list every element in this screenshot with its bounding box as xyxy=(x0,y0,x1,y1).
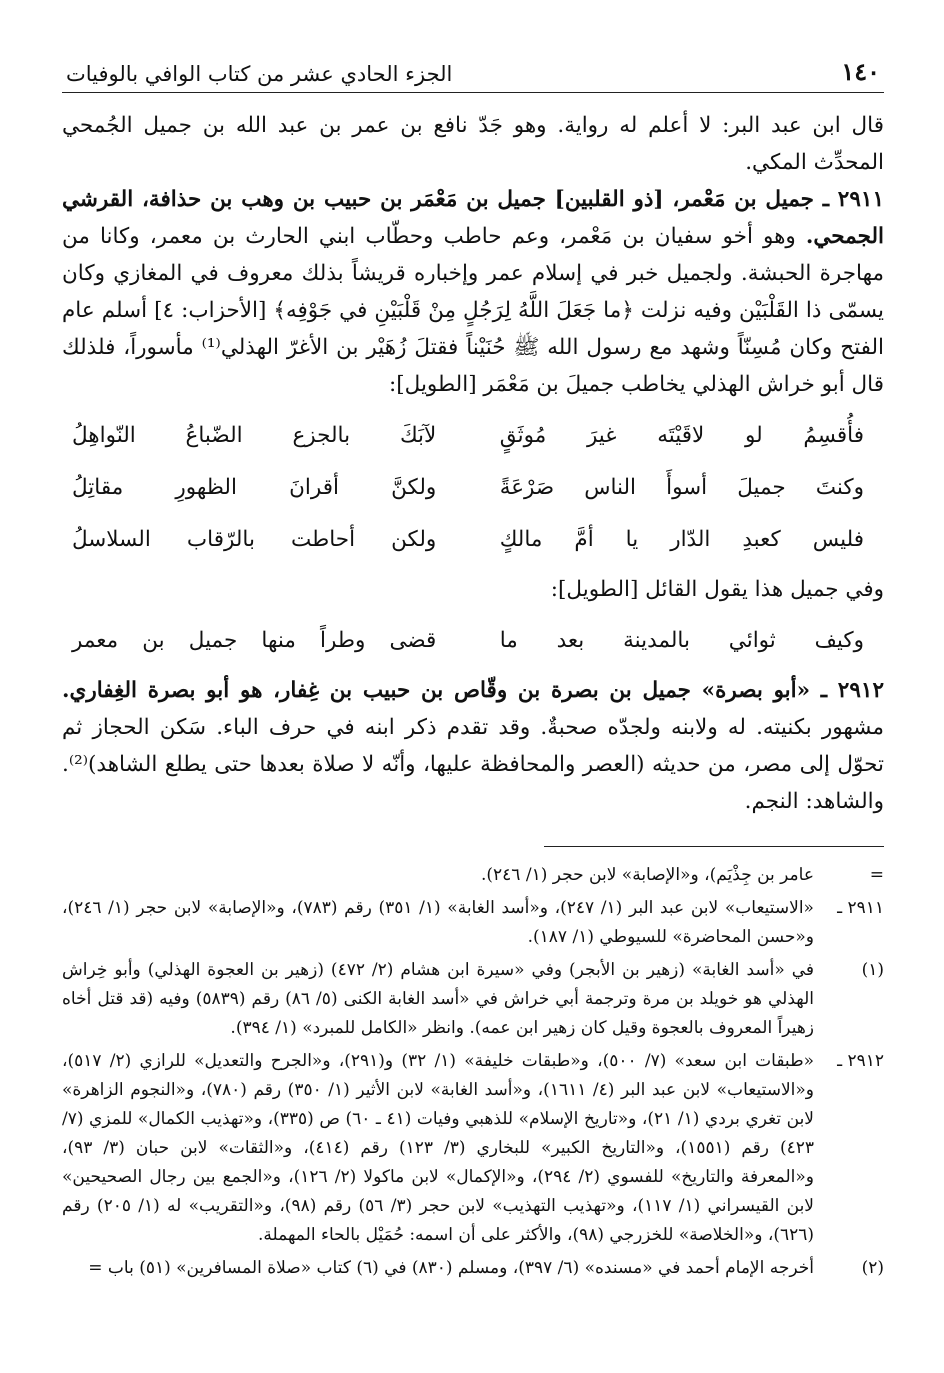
page-header xyxy=(62,50,884,93)
footnote-marker: = xyxy=(869,865,884,885)
verse-first-hemistich: فليس كعبدِ الدّار يا أمَّ مالكٍ xyxy=(499,526,864,552)
footnote-text: أخرجه الإمام أحمد في «مسنده» (٦/ ٣٩٧)، ومسلم (٨٣٠) في (٦) كتاب «صلاة المسافرين» (٥١) باب = xyxy=(88,1258,814,1278)
verse-line xyxy=(62,461,884,513)
verse-second-hemistich: ولكنَّ أقرانَ الظهورِ مقاتِلُ xyxy=(72,474,437,500)
book-page xyxy=(62,50,884,1360)
entry-2911-body: وهو أخو سفيان بن مَعْمر، وعم حاطب وحطّاب ابني الحارث بن معمر، وكانا من مهاجرة الحبشة. ولجميل خبر في إسلام عمر وإخباره قريشاً بذلك معروف في المغازي وكان يسمّى ذا القَلْبَيْن وفيه نزلت ﴿ما جَعَلَ اللَّهُ لِرَجُلٍ مِنْ قَلْبَيْنِ في جَوْفِه﴾ [الأحزاب: ٤] أسلم عام الفتح وكان مُسِنّاً وشهد مع رسول الله ﷺ حُنَيْناً فقتلَ زُهَيْر بن الأغرّ الهذلي⁽¹⁾ مأسوراً، فلذلك قال أبو خراش الهذلي يخاطب جميلَ بن مَعْمَر [الطويل]: xyxy=(62,224,885,397)
verse-intro: وفي جميل هذا يقول القائل [الطويل]: xyxy=(550,577,884,602)
footnote-text: في «أسد الغابة» (زهير بن الأبجر) وفي «سيرة ابن هشام (٢/ ٤٧٢) (زهير بن العجوة الهذلي) وأبو خِراش الهذلي هو خويلد بن مرة وترجمة أبي خراش في «أسد الغابة الكنى (٥/ ٨٦) رقم (٥٨٣٩) وفيه (قد قتل أخاه زهيراً المعروف بالعجوة وقيل كان زهير ابن عمه). وانظر «الكامل للمبرد» (١/ ٣٩٤). xyxy=(62,960,814,1038)
footnotes xyxy=(62,861,884,1283)
footnote-marker: ٢٩١١ ـ xyxy=(837,898,884,918)
verse-first-hemistich: وكنتَ جميلَ أسوأَ الناس صَرْعَةً xyxy=(499,474,864,500)
footnote xyxy=(62,894,884,952)
verse-line xyxy=(62,513,884,565)
entry-2911 xyxy=(62,181,884,403)
footnote xyxy=(62,956,884,1043)
verse-line xyxy=(62,409,884,461)
poem-2 xyxy=(62,614,884,666)
footnote-text: «الاستيعاب» لابن عبد البر (١/ ٢٤٧)، و«أسد الغابة» (١/ ٣٥١) رقم (٧٨٣)، و«الإصابة» لابن حجر (١/ ٢٤٦)، و«حسن المحاضرة» للسيوطي (١/ ١٨٧). xyxy=(62,898,814,947)
running-title: الجزء الحادي عشر من كتاب الوافي بالوفيات xyxy=(66,62,453,86)
verse-first-hemistich: فأُقسِمُ لو لاقَيْتَه غيرَ مُوثَقٍ xyxy=(499,422,864,448)
footnote xyxy=(62,1047,884,1250)
verse-second-hemistich: قضى وطراً منها جميل بن معمر xyxy=(72,627,437,653)
page-number: ١٤٠ xyxy=(841,57,880,86)
entry-2912-heading: ٢٩١٢ ـ «أبو بصرة» جميل بن بصرة بن وقّاص بن حبيب بن غِفار، هو أبو بصرة الغِفاري. xyxy=(62,678,884,703)
verse-second-hemistich: ولكن أحاطت بالرّقاب السلاسلُ xyxy=(72,526,437,552)
entry-2912 xyxy=(62,672,884,820)
verse-line xyxy=(62,614,884,666)
main-text xyxy=(62,107,884,820)
footnote-separator xyxy=(544,846,884,847)
footnote xyxy=(62,861,884,890)
footnote-marker: ٢٩١٢ ـ xyxy=(837,1051,884,1071)
poem-1 xyxy=(62,409,884,565)
verse-second-hemistich: لآبَكَ بالجزع الضّباعُ النّواهِلُ xyxy=(72,422,437,448)
footnote xyxy=(62,1254,884,1283)
footnote-marker: (١) xyxy=(861,960,884,980)
entry-2912-body: مشهور بكنيته. له ولابنه ولجدّه صحبةٌ. وقد تقدم ذكر ابنه في حرف الباء. سَكن الحجاز ثم تحوّل إلى مصر، من حديثه (العصر والمحافظة عليها، وأنّه لا صلاة بعدها حتى يطلع الشاهد)⁽²⁾. والشاهد: النجم. xyxy=(62,715,884,814)
paragraph-intro: قال ابن عبد البر: لا أعلم له رواية. وهو جَدّ نافع بن عمر بن عبد الله بن جميل الجُمحي المحدِّث المكي. xyxy=(62,113,884,175)
footnote-marker: (٢) xyxy=(861,1258,884,1278)
verse-first-hemistich: وكيف ثوائي بالمدينة بعد ما xyxy=(499,627,864,653)
footnote-text: عامر بن جِذْيَم)، و«الإصابة» لابن حجر (١/ ٢٤٦). xyxy=(481,865,814,885)
footnote-text: «طبقات ابن سعد» (٧/ ٥٠٠)، و«طبقات خليفة» (١/ ٣٢) و(٢٩١)، و«الجرح والتعديل» للرازي (٢/ ٥١٧)، و«الاستيعاب» لابن عبد البر (٤/ ١٦١١)، و«أسد الغابة» لابن الأثير (١/ ٣٥٠) رقم (٧٨٠)، و«النجوم الزاهرة» لابن تغري بردي (١/ ٢١)، و«تاريخ الإسلام» للذهبي وفيات (٤١ ـ ٦٠) ص (٣٣٥)، و«تهذيب الكمال» للمزي (٧/ ٤٢٣) رقم (١٥٥١)، و«التاريخ الكبير» للبخاري (٣/ ١٢٣) رقم (٤١٤)، و«الثقات» لابن حبان (٣/ ٩٣)، و«المعرفة والتاريخ» للفسوي (٢/ ٢٩٤)، و«الإكمال» لابن ماكولا (٢/ ١٢٦)، و«الجمع بين رجال الصحيحين» لابن القيسراني (١/ ١١٧)، و«تهذيب التهذيب» لابن حجر (٣/ ٥٦) رقم (٩٨)، و«التقريب» له (١/ ٢٠٥) رقم (٦٢٦)، و«الخلاصة» للخزرجي (٩٨)، والأكثر على أن اسمه: حُمَيْل بالحاء المهملة. xyxy=(62,1051,815,1245)
entry-2911-heading: ٢٩١١ ـ جميل بن مَعْمر، [ذو القلبين] جميل بن مَعْمَر بن حبيب بن وهب بن حذافة، القرشي الجمحي. xyxy=(62,187,884,249)
